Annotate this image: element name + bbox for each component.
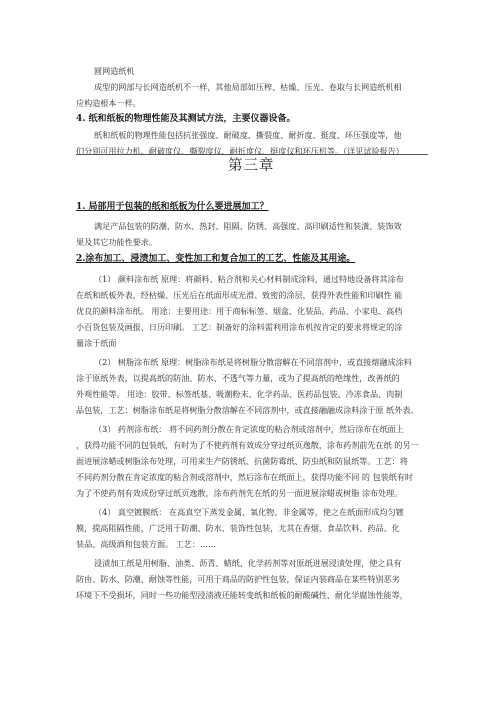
text-line: 环境下不受损坏，同时一些功能型浸渍液还能转变纸和纸板的耐酸碱性、耐化学腐蚀性能等， [76,590,408,600]
text-line: 涂于原纸外表，以提高纸的防油、防水、不透气等力量，或为了提高纸的绝缘性，改善纸的 [76,373,400,383]
text-line: 防由、防水、防潮、耐蚀等性能，可用于商品的防护性包装，保证内装商品在某些特别恶劣 [76,574,400,584]
question-heading: 2.涂布加工、浸渍加工、变性加工和复合加工的工艺、性能及其用途。 [76,254,356,264]
text-line: （2） 树脂涂布纸 原理：树脂涂布纸是将树脂分散溶解在不同溶剂中，或直接熔融成涂料 [94,357,412,367]
text-line: 浸渍加工纸是用树脂、油类、沥青、蜡纸、化学药剂等对原纸进展浸渍处理，使之具有 [94,558,402,568]
text-line: 应构造根本一样。 [76,98,141,108]
text-line: 纸和纸板的物理性能包括抗张强度、耐破度、撕裂度、耐折度、挺度、环压强度等，他 [94,130,402,140]
text-line: （4） 真空镀膜纸： 在高真空下蒸发金属、氧化物、非金属等，使之在纸面形成均匀镀 [94,507,404,517]
divider [76,154,428,155]
text-line: 为了不使药剂有效成份穿过纸页逸散，涂布药剂先在纸的另一面进展涂蜡或树脂 涂布处理。 [76,488,403,498]
text-line: 优良的颜料涂布纸。 用途：主要用途：用于商标标签、烟盒、化装品、药品、小家电、高档 [76,306,403,316]
text-line: 不同药剂分散在肯定浓度的粘合剂或溶剂中，然后涂布在纸面上，获得功能不同 的 包装纸有时 [76,472,413,482]
text-line: 果及其它功能性要求。 [76,237,157,247]
chapter-title: 第三章 [228,158,275,174]
text-line: 满足产品包装的防潮、防水、热封、阻隔、防锈、高强度、高印刷适性和装潢、装饰效 [94,221,402,231]
text-line: ，获得功能不同的包装纸，有时为了不使药剂有效成分穿过纸页逸散，涂布药剂前先在纸 的另一 [76,440,419,450]
text-line: 在纸和纸板外表，经枯燥、压光后在纸面形成光滑、致密的涂层，获得外表性能和印刷性 能 [76,290,403,300]
text-line: 量涂于纸面 [76,338,117,348]
section-heading: 4. 纸和纸板的物理性能及其测试方法，主要仪器设备。 [76,114,296,124]
text-line: 面进展涂蜡或树脂涂布处理，可用来生产防锈纸、抗菌防霉纸、防虫纸和防鼠纸等。工艺：将 [76,456,408,466]
text-line: 圆网造纸机 [94,66,135,76]
text-line: 装品、高级酒和包装方面。 工艺：…… [76,539,217,549]
text-line: 膜，提高阻隔性能，广泛用于防潮、防水、装饰性包装，尤其在香烟、食品饮料、药品、化 [76,523,400,533]
text-line: 外观性能等。 用途：胶带、标签纸基、吸潮粉末、化学药品、医药品包装、冷冻食品、肉制 [76,389,403,399]
text-line: 们分别可用拉力机、耐破度仪、撕裂度仪、耐折度仪、挺度仪和环压机等。（详见试验报告） [76,146,404,156]
text-line: 小百货包装及画报、日历印刷。 工艺：制备好的涂料需利用涂布机按肯定的要求将规定的涂 [76,322,403,332]
text-line: （1） 颜料涂布纸 原理：将颜料、粘合剂和关心材料制成涂料，通过特地设备将其涂布 [94,274,404,284]
question-heading: 1. 局部用于包装的纸和纸板为什么要进展加工？ [76,202,269,212]
text-line: 品包装，工艺：树脂涂布纸是将树脂分散溶解在不同溶剂中，或直接融融成涂料涂于原 纸外表。 [76,405,419,415]
text-line: 成型的网部与长网造纸机不一样，其他局部如压榨、枯燥、压光、卷取与长网造纸机相 [94,82,402,92]
text-line: （3） 药剂涂布纸： 将不同药剂分散在肯定浓度的粘合剂或溶剂中，然后涂布在纸面上 [94,424,404,434]
